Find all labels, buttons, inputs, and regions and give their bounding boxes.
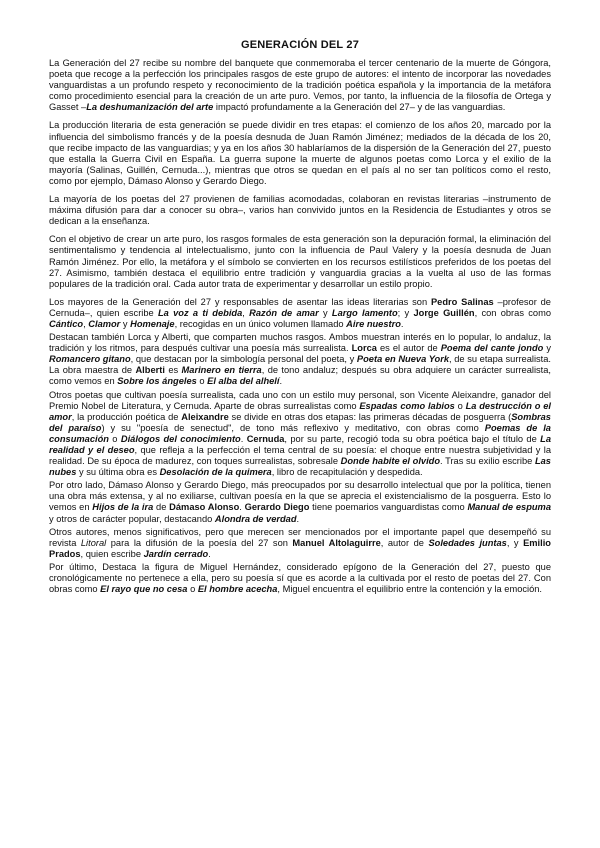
paragraph-features [49,234,551,289]
text-run: es el autor de [376,343,441,354]
work-title: Alondra de verdad [214,513,297,524]
work-title: Sobre los ángeles [117,376,197,387]
bold-text: Manuel Altolaguirre [292,537,381,548]
text-run: , Miguel encuentra el equilibrio entre la contención y la emoción. [277,584,543,595]
text-run: tiene poemarios vanguardistas como [309,502,468,513]
text-run: ; y [397,307,414,318]
work-title: Soledades juntas [428,537,507,548]
text-run: Con el objetivo de crear un arte puro, los rasgos formales de esta generación son la depuración formal, la eliminación del sentimentalismo y tendencia al intelectualismo, junto con la influencia de Paul Valery y la poesía desnuda de Juan Ramón Jiménez. Por ello, la metáfora y el símbolo se convierten en los recursos estilísticos preferidos de los poetas del 27. Asimismo, también destaca el equilibrio entre tradición y vanguardia gracias a la vuelta al uso de las formas populares de la tradición oral. Cada autor trata de experimentar y desarrollar un estilo propio. [49,234,551,289]
work-title: Razón de amar [249,307,319,318]
work-title: Manual de espuma [467,502,551,513]
text-run: , que destacan por la simbología personal del poeta, y [130,354,357,365]
text-run: para la difusión de la poesía del 27 son [106,537,293,548]
text-run: y [543,343,551,354]
bold-text: Pedro Salinas [430,296,494,307]
text-run: Destacan también Lorca y Alberti, que comparten muchos rasgos. Ambos muestran interés en lo popular, lo andaluz, la tradición y los ritmos, para después cultivar una poesía más surrealista. [49,332,551,354]
work-title: Donde habite el olvido [340,456,441,467]
text-run: o [196,376,208,387]
work-title: Las nubes [49,456,551,478]
text-run: se divide en otras dos etapas: las primeras décadas de posguerra ( [228,411,512,422]
text-run: o [454,400,466,411]
work-title: La destrucción o el amor [49,400,551,422]
text-run: , recogidas en un único volumen llamado [174,318,347,329]
bold-text: Emilio Prados [49,537,551,559]
text-run: , por su parte, recogió toda su obra poética bajo el título de [284,433,541,444]
paragraph-salinas-guillen [49,297,551,330]
page-title: GENERACIÓN DEL 27 [240,39,360,51]
work-title: Sombras del paraíso [49,411,551,433]
text-run: –profesor de Cernuda–, quien escribe [49,296,551,318]
bold-text: Dámaso Alonso [169,502,240,513]
work-title: Jardín cerrado [143,548,209,559]
text-run: , [242,307,250,318]
text-run: , [83,318,89,329]
text-run: . [208,548,211,559]
text-run: . [296,513,300,524]
bold-text: Alberti [135,365,165,376]
paragraph-other-authors [49,527,551,560]
text-run: , con obras como [474,307,551,318]
text-run: y [318,307,332,318]
text-run: La mayoría de los poetas del 27 provienen de familias acomodadas, colaboran en revistas literarias –instrumento de máxima difusión para dar a conocer su obra–, varios han convivido juntos en la Residencia de Estudiantes y otros se dedican a la enseñanza. [49,194,551,227]
text-run: y otros de carácter popular, destacando [49,513,215,524]
work-title: La deshumanización del arte [86,102,214,113]
work-title: Clamor [88,318,121,329]
bold-text: Aleixandre [181,411,229,422]
text-run: . [240,433,247,444]
work-title: Cántico [49,318,84,329]
text-run: , la producción poética de [71,411,182,422]
paragraph-stages [49,120,551,187]
paragraph-aleixandre-cernuda [49,390,551,479]
paragraph-lorca-alberti [49,332,551,387]
work-title: La voz a ti debida [157,307,243,318]
work-title: Diálogos del conocimiento [120,433,241,444]
text-run: o [187,584,198,595]
work-title: Hijos de la ira [92,502,154,513]
text-run: Por otro lado, Dámaso Alonso y Gerardo Diego, más preocupados por su desarrollo intelectual que por la política, tienen una obra más extensa, y al no exiliarse, cultivan poesía en la que se aprecia el existencialismo de la posguerra. Esto lo vemos en [49,480,551,513]
text-run: Por último, Destaca la figura de Miguel Hernández, considerado epígono de la Generación del 27, puesto que cronológicamente no pertenece a ella, pero su poesía sí que es acorde a la cultivada por el resto de poetas del 27. Con obras como [49,561,551,595]
text-run: , autor de [380,537,429,548]
text-run: , y [506,537,524,548]
text-run: , de tono andaluz; después su obra adquiere un carácter surrealista, como vemos en [49,365,551,387]
bold-text: Lorca [351,343,377,354]
text-run: o [108,433,121,444]
text-run: , de su etapa surrealista. La obra maestra de [49,354,551,376]
bold-text: Jorge Guillén [413,307,475,318]
paragraph-background [49,194,551,227]
text-run: . [239,502,245,513]
text-run: . [279,376,283,387]
text-run: , que refleja a la perfección el tema central de su poesía: el choque entre nuestra subjetividad y la realidad. De su época de madurez, con toques surrealistas, sobresale [49,445,551,467]
work-title: El rayo que no cesa [100,584,188,595]
text-run: es [164,365,182,376]
text-run: Otros autores, menos significativos, pero que merecen ser mencionados por el importante papel que desempeñó su revista [49,526,551,548]
paragraph-origin [49,58,551,113]
text-run: y [120,318,131,329]
italic-text: Litoral [80,537,107,548]
text-run: . [400,318,404,329]
paragraph-miguel-hernandez [49,562,551,595]
text-run: de [153,502,170,513]
work-title: Poeta en Nueva York [356,354,450,365]
text-run: Los mayores de la Generación del 27 y responsables de asentar las ideas literarias son [49,296,431,307]
text-run: La producción literaria de esta generación se puede dividir en tres etapas: el comienzo de los años 20, marcado por la influencia del simbolismo francés y de la poesía desnuda de Juan Ramón Jiménez; mediados de la década de los 20, que recibe impacto de las vanguardias; y ya en los años 30 hablaríamos de la dispersión de la Generación del 27, puesto que estalla la Guerra Civil en España. La guerra supone la muerte de algunos poetas como Lorca y el exilio de la mayoría (Salinas, Guillén, Cernuda...), mientras que otros se quedan en el país al no ser tan políticos como el resto, como por ejemplo, Dámaso Alonso y Gerardo Diego. [49,120,551,186]
text-run: , quien escribe [80,548,144,559]
text-run: y su última obra es [76,467,160,478]
work-title: Espadas como labios [359,400,455,411]
work-title: Homenaje [130,318,175,329]
text-run: La Generación del 27 recibe su nombre del banquete que conmemoraba el tercer centenario de la muerte de Góngora, poeta que recoge a la perfección los principales rasgos de este grupo de autores: el intento de incorporar las novedades vanguardistas a un profundo respeto y reconocimiento de la tradición poética española y la importancia de la metáfora como procedimiento esencial para la creación de un arte puro. Vemos, por tanto, la influencia de la filosofía de Ortega y Gasset – [49,58,551,113]
work-title: Largo lamento [331,307,398,318]
bold-text: Cernuda [246,433,285,444]
text-run: . Tras su exilio escribe [440,456,535,467]
work-title: Poema del cante jondo [440,343,544,354]
bold-text: Gerardo Diego [244,502,310,513]
work-title: El hombre acecha [197,584,278,595]
work-title: Desolación de la quimera [159,467,272,478]
work-title: La realidad y el deseo [49,433,552,455]
text-run: ) y su "poesía de senectud", de tono más reflexivo y meditativo, con obras como [101,422,485,433]
work-title: Poemas de la consumación [49,422,551,444]
work-title: Aire nuestro [346,318,401,329]
work-title: Romancero gitano [49,354,131,365]
text-run: impactó profundamente a la Generación del 27– y de las vanguardias. [213,102,506,113]
work-title: El alba del alhelí [207,376,280,387]
text-run: Otros poetas que cultivan poesía surrealista, cada uno con un estilo muy personal, son Vicente Aleixandre, ganador del Premio Nobel de Literatura, y Cernuda. Aparte de obras surrealistas como [49,389,551,411]
work-title: Marinero en tierra [181,365,262,376]
paragraph-alonso-diego [49,480,551,524]
text-run: , libro de recapitulación y despedida. [271,467,423,478]
